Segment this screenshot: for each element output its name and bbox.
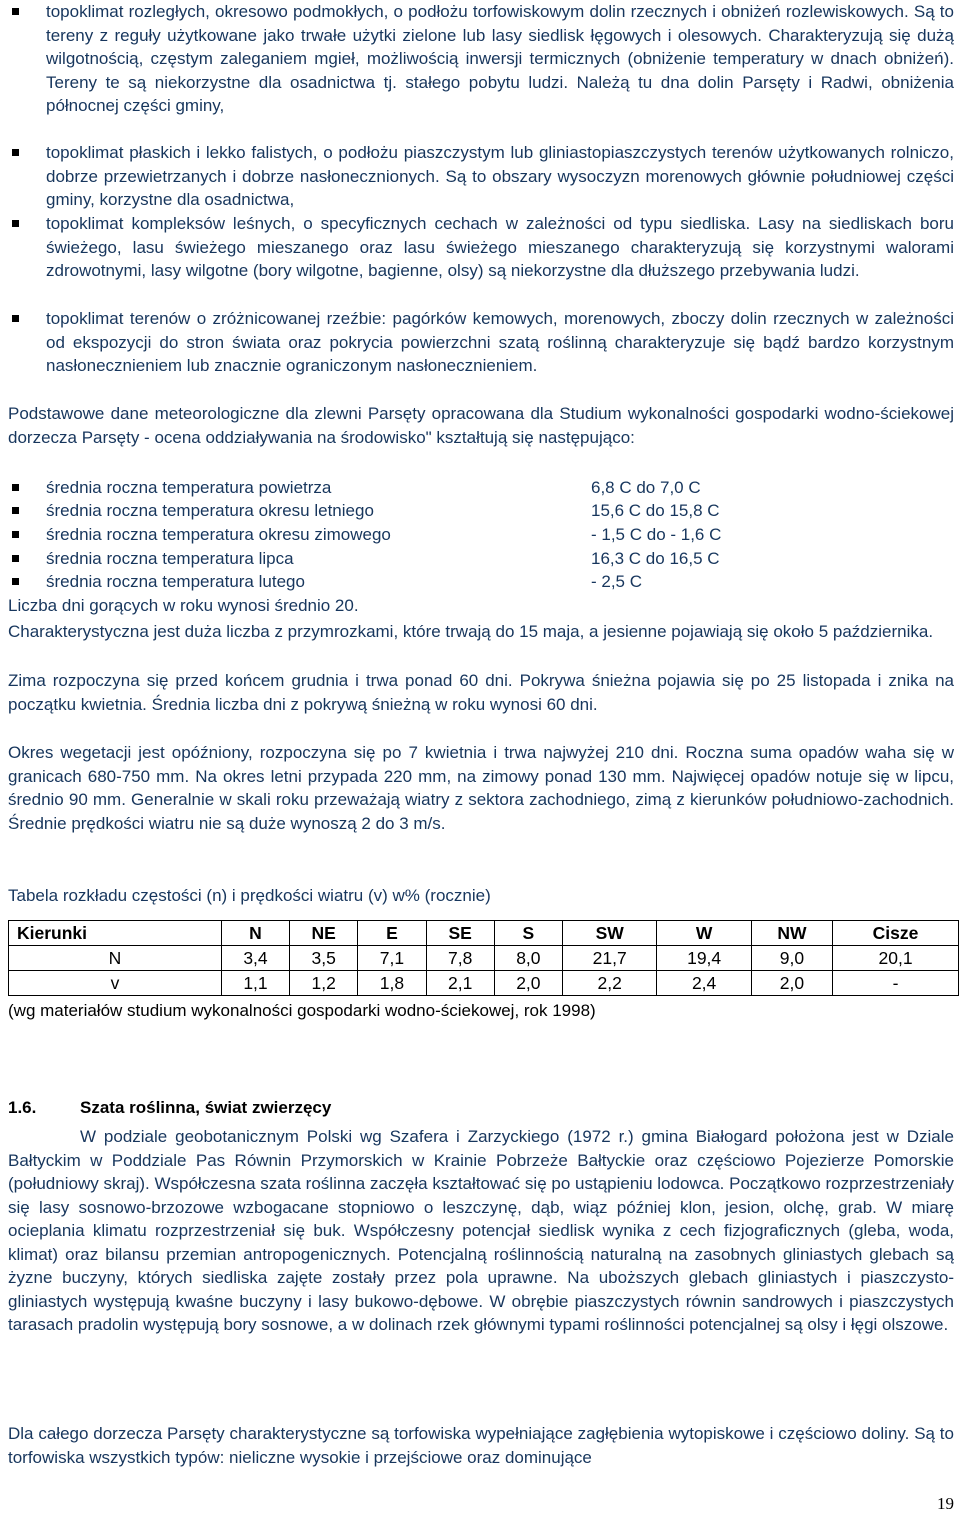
wind-table — [8, 920, 959, 996]
bullet-text: topoklimat rozległych, okresowo podmokłych, o podłożu torfowiskowym dolin rzecznych i obniżeń rozlewiskowych. Są to tereny z reguły użytkowane jako trwałe użytki zielone lub lasy siedlisk łęgowych i olesowych. Charakteryzują się dużą wilgotnością, częstym zaleganiem mgieł, możliwością inwersji termicznych (obniżenie temperatury w dnach obniżeń). Tereny te są niekorzystne dla osadnictwa tj. stałego pobytu ludzi. Należą tu dna dolin Parsęty i Radwi, obniżenia północnej części gminy, — [46, 2, 954, 115]
text-paragraph: Liczba dni gorących w roku wynosi średnio 20. — [8, 596, 359, 615]
climate-value: - 1,5 C do - 1,6 C — [591, 525, 722, 544]
table-cell: 20,1 — [833, 946, 959, 971]
text-paragraph: Charakterystyczna jest duża liczba z przymrozkami, które trwają do 15 maja, a jesienne pojawiają się około 5 października. — [8, 622, 934, 641]
table-cell: 7,1 — [358, 946, 426, 971]
table-header-cell: NW — [751, 921, 832, 946]
square-bullet-icon — [12, 555, 19, 562]
square-bullet-icon — [12, 484, 19, 491]
square-bullet-icon — [12, 8, 19, 15]
table-header-cell: SE — [426, 921, 494, 946]
climate-row — [8, 570, 954, 594]
square-bullet-icon — [12, 149, 19, 156]
climate-value: 16,3 C do 16,5 C — [591, 549, 720, 568]
square-bullet-icon — [12, 315, 19, 322]
table-cell: 3,4 — [221, 946, 289, 971]
bullet-item — [8, 141, 954, 212]
table-header-cell: Cisze — [833, 921, 959, 946]
text-paragraph: Okres wegetacji jest opóźniony, rozpoczyna się po 7 kwietnia i trwa najwyżej 210 dni. Roczna suma opadów waha się w granicach 680-750 mm. Na okres letni przypada 220 mm, na zimowy ponad 130 mm. Najwięcej opadów notuje się w lipcu, średnio 90 mm. Generalnie w skali roku przeważają wiatry z sektora zachodniego, zimą z kierunków południowo-zachodnich. Średnie prędkości wiatru nie są duże wynoszą 2 do 3 m/s. — [8, 743, 954, 833]
climate-value: - 2,5 C — [591, 572, 643, 591]
table-cell: N — [9, 946, 222, 971]
bullet-text: topoklimat kompleksów leśnych, o specyficznych cechach w zależności od typu siedliska. Lasy na siedliskach boru świeżego, lasu świeżego mieszanego oraz lasu świeżego mieszanego charakteryzują się korzystnymi walorami zdrowotnymi, lasy wilgotne (bory wilgotne, bagienne, olsy) są niekorzystne dla dłuższego przebywania ludzi. — [46, 214, 954, 280]
intro-paragraph: Podstawowe dane meteorologiczne dla zlewni Parsęty opracowana dla Studium wykonalności gospodarki wodno-ściekowej dorzecza Parsęty - ocena oddziaływania na środowisko" kształtują się następująco: — [8, 404, 954, 447]
climate-label: średnia roczna temperatura lipca — [46, 549, 294, 568]
table-header-row — [9, 921, 959, 946]
table-header-cell: NE — [290, 921, 358, 946]
section-number: 1.6. — [8, 1098, 37, 1117]
table-header-cell: W — [657, 921, 751, 946]
text-paragraph: Zima rozpoczyna się przed końcem grudnia i trwa ponad 60 dni. Pokrywa śnieżna pojawia się po 25 listopada i znika na początku kwietnia. Średnia liczba dni z pokrywą śnieżną w roku wynosi 60 dni. — [8, 671, 954, 714]
table-cell: 1,8 — [358, 971, 426, 996]
table-cell: 21,7 — [562, 946, 656, 971]
table-cell: 2,0 — [494, 971, 562, 996]
section-title: Szata roślinna, świat zwierzęcy — [80, 1098, 332, 1117]
table-cell: 1,1 — [221, 971, 289, 996]
table-row — [9, 971, 959, 996]
table-header-cell: S — [494, 921, 562, 946]
square-bullet-icon — [12, 578, 19, 585]
table-cell: 2,1 — [426, 971, 494, 996]
table-cell: - — [833, 971, 959, 996]
table-header-cell: N — [221, 921, 289, 946]
table-source: (wg materiałów studium wykonalności gospodarki wodno-ściekowej, rok 1998) — [8, 1001, 596, 1020]
bullet-text: topoklimat terenów o zróżnicowanej rzeźbie: pagórków kemowych, morenowych, zboczy dolin rzecznych w zależności od ekspozycji do stron świata oraz pokrycia powierzchni szatą roślinną charakteryzuje się bądź bardzo korzystnym nasłonecznieniem lub znacznie ograniczonym nasłonecznieniem. — [46, 309, 954, 375]
climate-row — [8, 499, 954, 523]
square-bullet-icon — [12, 220, 19, 227]
climate-value: 6,8 C do 7,0 C — [591, 478, 701, 497]
bullet-item — [8, 212, 954, 283]
climate-row — [8, 523, 954, 547]
table-cell: 2,4 — [657, 971, 751, 996]
table-caption: Tabela rozkładu częstości (n) i prędkości wiatru (v) w% (rocznie) — [8, 886, 491, 905]
square-bullet-icon — [12, 507, 19, 514]
page-number: 19 — [937, 1494, 954, 1513]
text-paragraph: Dla całego dorzecza Parsęty charakterystyczne są torfowiska wypełniające zagłębienia wytopiskowe i częściowo doliny. Są to torfowiska wszystkich typów: nieliczne wysokie i przejściowe oraz dominujące — [8, 1424, 954, 1467]
table-cell: 2,2 — [562, 971, 656, 996]
bullet-item — [8, 307, 954, 378]
table-header-cell: SW — [562, 921, 656, 946]
square-bullet-icon — [12, 531, 19, 538]
climate-label: średnia roczna temperatura okresu zimowego — [46, 525, 391, 544]
table-cell: 1,2 — [290, 971, 358, 996]
table-row — [9, 946, 959, 971]
table-cell: 3,5 — [290, 946, 358, 971]
bullet-text: topoklimat płaskich i lekko falistych, o podłożu piaszczystym lub gliniastopiaszczystych terenów użytkowanych rolniczo, dobrze przewietrzanych i dobrze nasłonecznionych. Są to obszary wysoczyzn morenowych głównie południowej części gminy, korzystne dla osadnictwa, — [46, 143, 954, 209]
table-cell: 2,0 — [751, 971, 832, 996]
climate-row — [8, 547, 954, 571]
climate-value: 15,6 C do 15,8 C — [591, 501, 720, 520]
table-cell: 7,8 — [426, 946, 494, 971]
table-header-cell: E — [358, 921, 426, 946]
table-cell: 9,0 — [751, 946, 832, 971]
text-paragraph: W podziale geobotanicznym Polski wg Szafera i Zarzyckiego (1972 r.) gmina Białogard położona jest w Dziale Bałtyckim w Poddziale Pas Równin Przymorskich w Krainie Pobrzeże Bałtyckie oraz częściowo Pojezierze Pomorskie (południowy skraj). Współczesna szata roślinna zaczęła kształtować się po ustąpieniu lodowca. Początkowo rozprzestrzeniały się lasy sosnowo-brzozowe wzbogacane stopniowo o leszczynę, dąb, wiąz później klon, jesion, olchę, grab. W miarę ocieplania klimatu rozprzestrzeniał się buk. Współczesny potencjał siedlisk wynika z cech fizjograficznych (gleba, woda, klimat) oraz bilansu przemian antropogenicznych. Potencjalną roślinnością naturalną na zasobnych gliniastych glebach są żyzne buczyny, których siedliska zajęte zostały przez pola uprawne. Na uboższych glebach gliniastych i piaszczysto-gliniastych występują kwaśne buczyny i lasy bukowo-dębowe. W obrębie piaszczystych równin sandrowych i piaszczystych tarasach pradolin występują bory sosnowe, a w dolinach rzek głównymi typami roślinności potencjalnej są olsy i łęgi olszowe. — [8, 1127, 954, 1334]
table-header-cell: Kierunki — [9, 921, 222, 946]
bullet-item — [8, 0, 954, 118]
table-cell: v — [9, 971, 222, 996]
climate-label: średnia roczna temperatura lutego — [46, 572, 305, 591]
table-cell: 8,0 — [494, 946, 562, 971]
climate-label: średnia roczna temperatura okresu letniego — [46, 501, 374, 520]
climate-row — [8, 476, 954, 500]
climate-label: średnia roczna temperatura powietrza — [46, 478, 332, 497]
table-cell: 19,4 — [657, 946, 751, 971]
